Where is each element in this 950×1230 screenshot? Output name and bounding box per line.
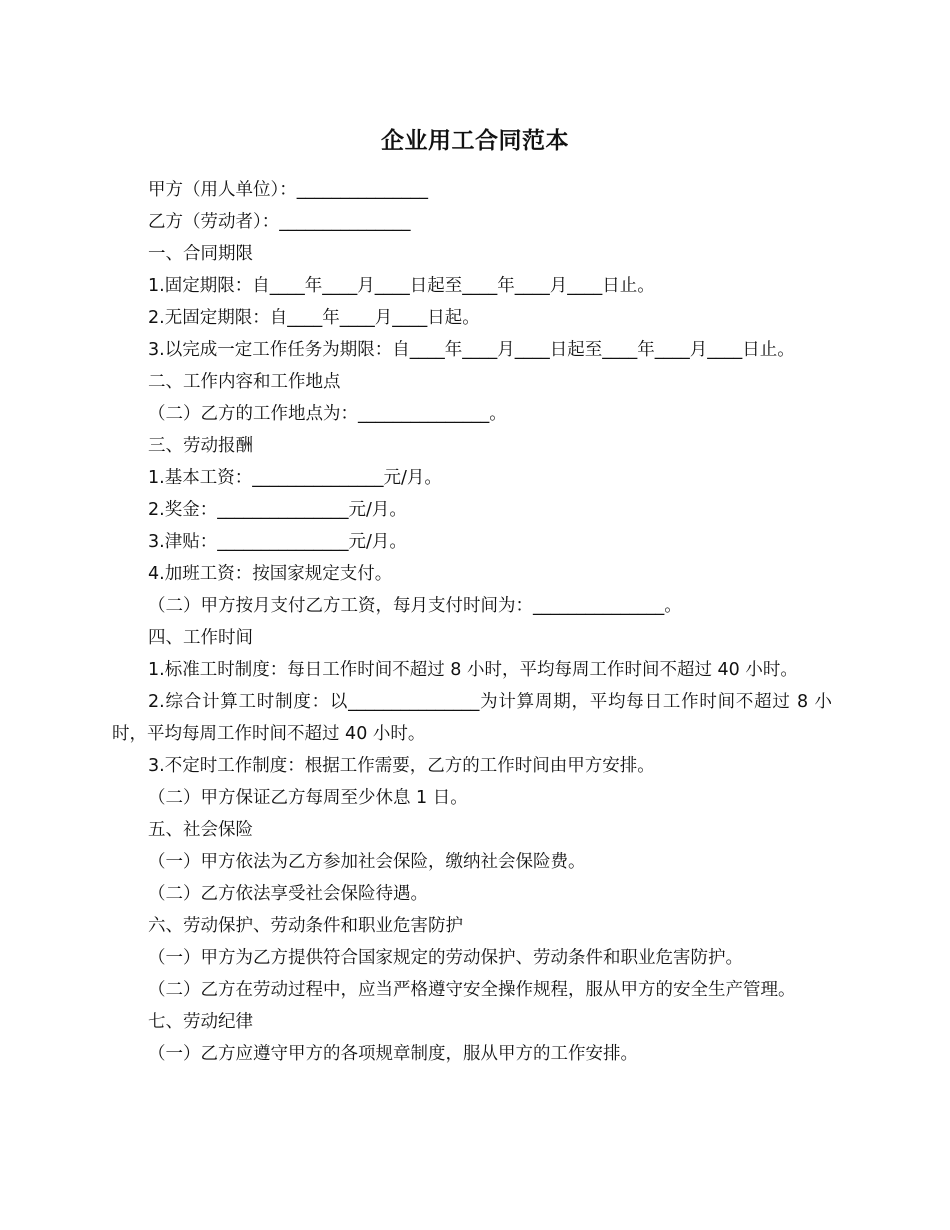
clause-flexible-hours: 3.不定时工作制度：根据工作需要，乙方的工作时间由甲方安排。 (148, 756, 655, 776)
clause-open-term: 2.无固定期限：自____年____月____日起。 (148, 308, 480, 328)
party-a-line: 甲方（用人单位）：_______________ (148, 180, 428, 200)
document-title: 企业用工合同范本 (381, 128, 569, 154)
section-heading-labor-discipline: 七、劳动纪律 (148, 1012, 253, 1032)
clause-fixed-term: 1.固定期限：自____年____月____日起至____年____月____日止。 (148, 276, 655, 296)
document-body (112, 174, 832, 1070)
section-heading-working-hours: 四、工作时间 (148, 628, 253, 648)
clause-pay-date: （二）甲方按月支付乙方工资，每月支付时间为：_______________。 (148, 596, 682, 616)
section-heading-contract-term: 一、合同期限 (148, 244, 253, 264)
clause-bonus: 2.奖金：_______________元/月。 (148, 500, 407, 520)
clause-allowance: 3.津贴：_______________元/月。 (148, 532, 407, 552)
party-b-line: 乙方（劳动者）：_______________ (148, 212, 411, 232)
clause-protection-provision: （一）甲方为乙方提供符合国家规定的劳动保护、劳动条件和职业危害防护。 (148, 948, 743, 968)
clause-overtime-pay: 4.加班工资：按国家规定支付。 (148, 564, 393, 584)
clause-rules-compliance: （一）乙方应遵守甲方的各项规章制度，服从甲方的工作安排。 (148, 1044, 638, 1064)
section-heading-labor-protection: 六、劳动保护、劳动条件和职业危害防护 (148, 916, 463, 936)
clause-insurance-benefits: （二）乙方依法享受社会保险待遇。 (148, 884, 428, 904)
clause-safety-compliance: （二）乙方在劳动过程中，应当严格遵守安全操作规程，服从甲方的安全生产管理。 (148, 980, 796, 1000)
clause-standard-hours: 1.标准工时制度：每日工作时间不超过 8 小时，平均每周工作时间不超过 40 小时。 (148, 660, 798, 680)
clause-comprehensive-hours: 2.综合计算工时制度：以_______________为计算周期，平均每日工作时间不超过 8 小时，平均每周工作时间不超过 40 小时。 (112, 692, 832, 744)
clause-insurance-enrollment: （一）甲方依法为乙方参加社会保险，缴纳社会保险费。 (148, 852, 586, 872)
clause-work-location: （二）乙方的工作地点为：_______________。 (148, 404, 507, 424)
section-heading-social-insurance: 五、社会保险 (148, 820, 253, 840)
clause-rest-day: （二）甲方保证乙方每周至少休息 1 日。 (148, 788, 468, 808)
section-heading-work-content: 二、工作内容和工作地点 (148, 372, 341, 392)
clause-task-term: 3.以完成一定工作任务为期限：自____年____月____日起至____年____月____日止。 (148, 340, 795, 360)
section-heading-remuneration: 三、劳动报酬 (148, 436, 253, 456)
clause-basic-salary: 1.基本工资：_______________元/月。 (148, 468, 442, 488)
